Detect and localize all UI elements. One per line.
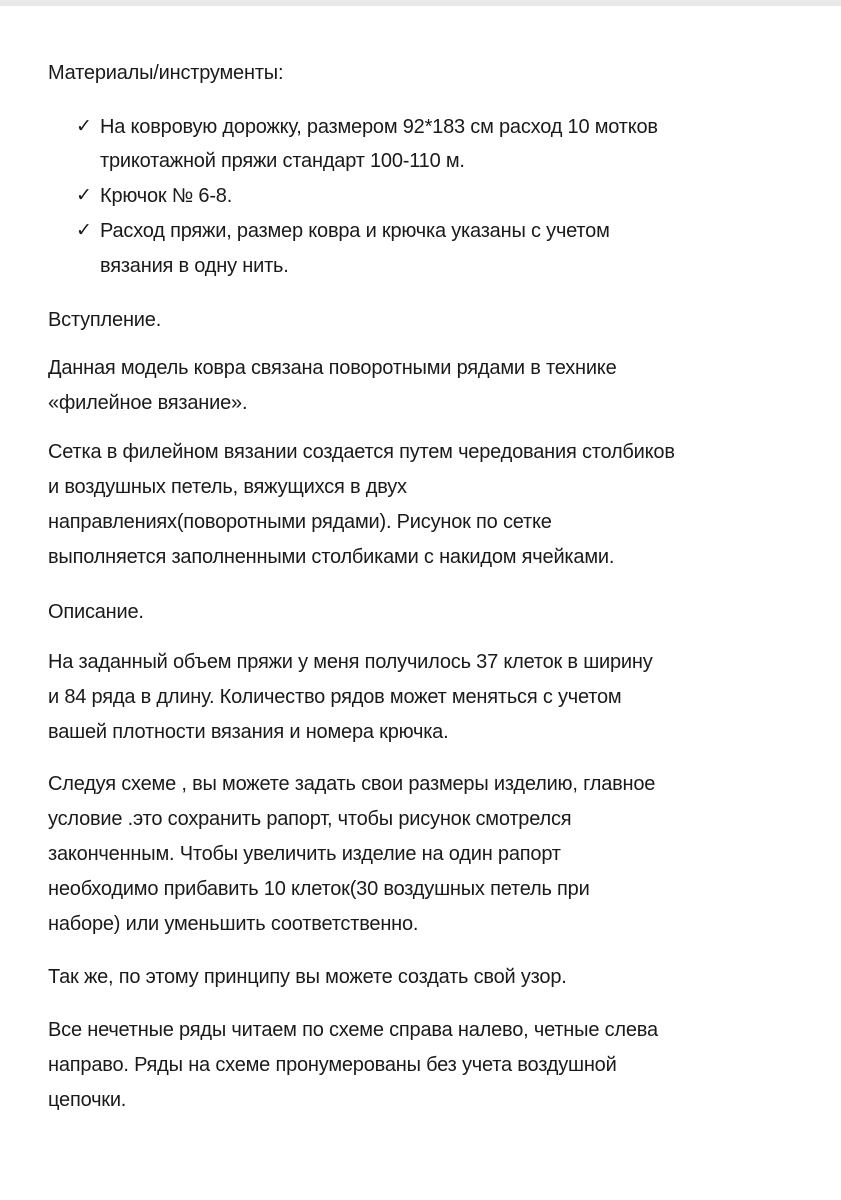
paragraph-line: законченным. Чтобы увеличить изделие на один рапорт [48, 843, 561, 865]
check-icon: ✓ [76, 220, 92, 241]
paragraph-line: Следуя схеме , вы можете задать свои размеры изделию, главное [48, 773, 656, 795]
bullet-line: трикотажной пряжи стандарт 100-110 м. [100, 150, 465, 172]
paragraph-line: цепочки. [48, 1089, 127, 1111]
paragraph-line: «филейное вязание». [48, 392, 248, 414]
heading-materials: Материалы/инструменты: [48, 62, 284, 84]
paragraph-line: Сетка в филейном вязании создается путем чередования столбиков [48, 441, 675, 463]
paragraph-line: Так же, по этому принципу вы можете создать свой узор. [48, 966, 567, 988]
paragraph-line: необходимо прибавить 10 клеток(30 воздушных петель при [48, 878, 590, 900]
bullet-line: Крючок № 6-8. [100, 185, 233, 207]
paragraph-line: и 84 ряда в длину. Количество рядов может меняться с учетом [48, 686, 622, 708]
paragraph-line: наборе) или уменьшить соответственно. [48, 913, 419, 935]
paragraph-line: На заданный объем пряжи у меня получилось 37 клеток в ширину [48, 651, 653, 673]
paragraph-line: вашей плотности вязания и номера крючка. [48, 721, 449, 743]
paragraph-line: направлениях(поворотными рядами). Рисунок по сетке [48, 511, 552, 533]
bullet-line: вязания в одну нить. [100, 255, 289, 277]
paragraph-line: условие .это сохранить рапорт, чтобы рисунок смотрелся [48, 808, 572, 830]
paragraph-line: и воздушных петель, вяжущихся в двух [48, 476, 407, 498]
bullet-line: Расход пряжи, размер ковра и крючка указаны с учетом [100, 220, 610, 242]
bullet-line: На ковровую дорожку, размером 92*183 см расход 10 мотков [100, 116, 658, 138]
paragraph-line: выполняется заполненными столбиками с накидом ячейками. [48, 546, 615, 568]
paragraph-line: Данная модель ковра связана поворотными рядами в технике [48, 357, 617, 379]
heading-description: Описание. [48, 601, 144, 623]
top-bar [0, 0, 841, 6]
heading-intro: Вступление. [48, 309, 162, 331]
check-icon: ✓ [76, 116, 92, 137]
check-icon: ✓ [76, 185, 92, 206]
paragraph-line: направо. Ряды на схеме пронумерованы без учета воздушной [48, 1054, 617, 1076]
paragraph-line: Все нечетные ряды читаем по схеме справа налево, четные слева [48, 1019, 658, 1041]
